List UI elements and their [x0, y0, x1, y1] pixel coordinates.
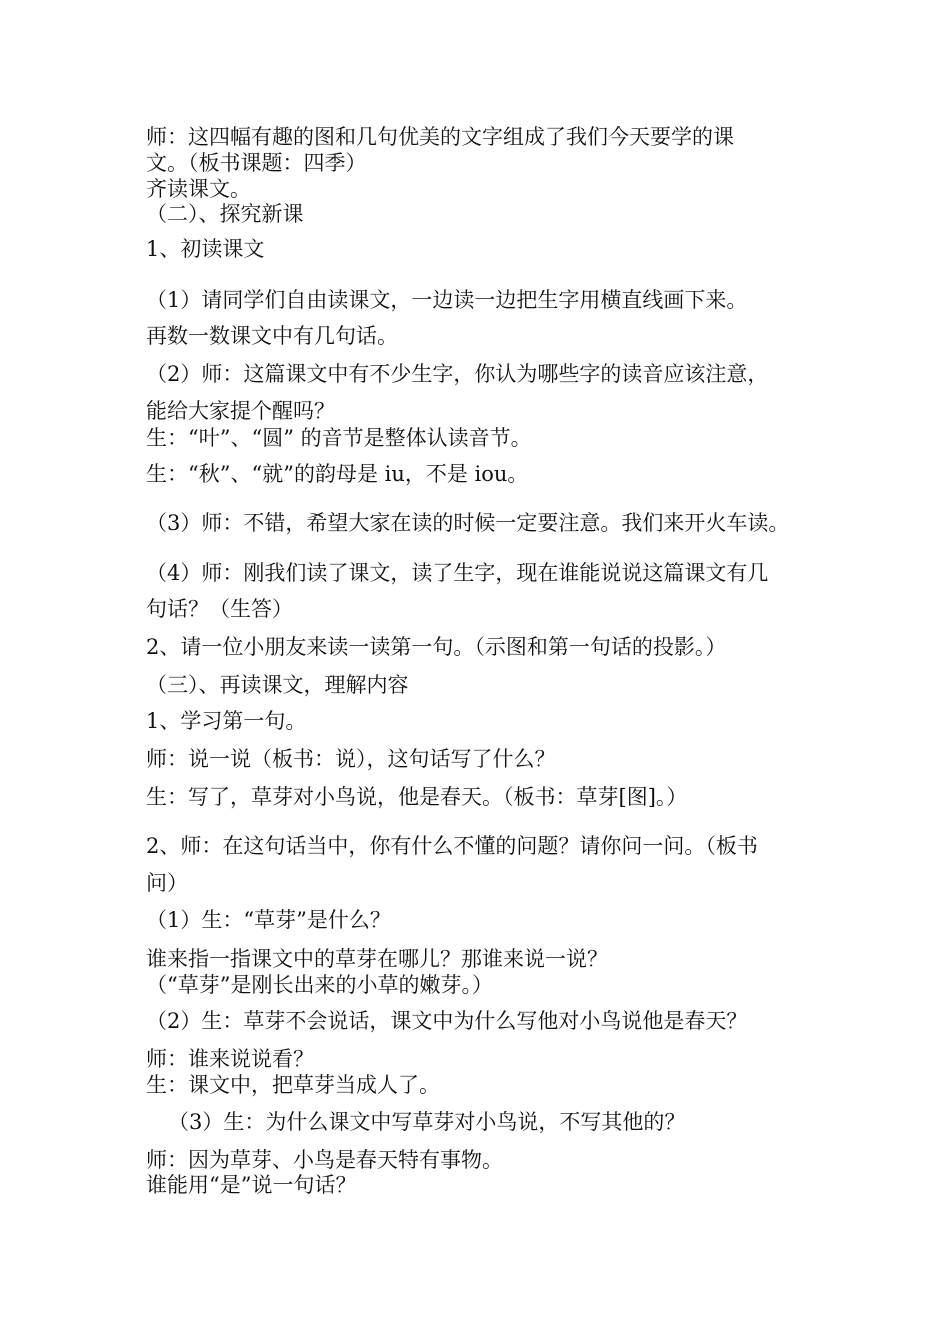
- text-line: （4）师：刚我们读了课文，读了生字，现在谁能说说这篇课文有几: [146, 561, 769, 585]
- text-line: （2）生：草芽不会说话，课文中为什么写他对小鸟说他是春天？: [146, 1009, 748, 1033]
- text-line: 能给大家提个醒吗？: [146, 399, 335, 423]
- text-line: 生：“秋”、“就”的韵母是 iu，不是 iou。: [146, 462, 529, 486]
- text-line: 谁能用“是”说一句话？: [146, 1173, 357, 1197]
- text-line: 文。（板书课题：四季）: [146, 151, 367, 175]
- text-line: 师：这四幅有趣的图和几句优美的文字组成了我们今天要学的课: [146, 125, 734, 149]
- text-line: 生：课文中，把草芽当成人了。: [146, 1073, 440, 1097]
- text-line: 2、师：在这句话当中，你有什么不懂的问题？请你问一问。（板书: [146, 834, 758, 858]
- text-line: 生：写了，草芽对小鸟说，他是春天。（板书：草芽[图]。）: [146, 785, 688, 809]
- text-line: （3）生：为什么课文中写草芽对小鸟说，不写其他的？: [168, 1110, 686, 1134]
- sub-heading: 1、初读课文: [146, 237, 265, 261]
- text-line: 问）: [146, 871, 188, 895]
- text-line: （“草芽”是刚长出来的小草的嫩芽。）: [146, 973, 493, 997]
- text-line: （1）请同学们自由读课文，一边读一边把生字用横直线画下来。: [146, 288, 748, 312]
- text-line: （3）师：不错，希望大家在读的时候一定要注意。我们来开火车读。: [146, 511, 790, 535]
- text-line: 师：因为草芽、小鸟是春天特有事物。: [146, 1148, 503, 1172]
- text-line: （2）师：这篇课文中有不少生字，你认为哪些字的读音应该注意，: [146, 362, 769, 386]
- text-line: 谁来指一指课文中的草芽在哪儿？那谁来说一说？: [146, 947, 608, 971]
- text-line: 句话？（生答）: [146, 597, 293, 621]
- text-line: 生：“叶”、“圆” 的音节是整体认读音节。: [146, 426, 532, 450]
- text-line: 师：说一说（板书：说），这句话写了什么？: [146, 747, 556, 771]
- sub-heading: 1、学习第一句。: [146, 709, 307, 733]
- text-line: 齐读课文。: [146, 177, 251, 201]
- text-line: 2、请一位小朋友来读一读第一句。（示图和第一句话的投影。）: [146, 635, 727, 659]
- text-line: （1）生：“草芽”是什么？: [146, 908, 391, 932]
- section-heading: （三）、再读课文，理解内容: [146, 673, 409, 697]
- text-line: 再数一数课文中有几句话。: [146, 324, 398, 348]
- section-heading: （二）、探究新课: [146, 202, 304, 226]
- text-line: 师：谁来说说看？: [146, 1047, 314, 1071]
